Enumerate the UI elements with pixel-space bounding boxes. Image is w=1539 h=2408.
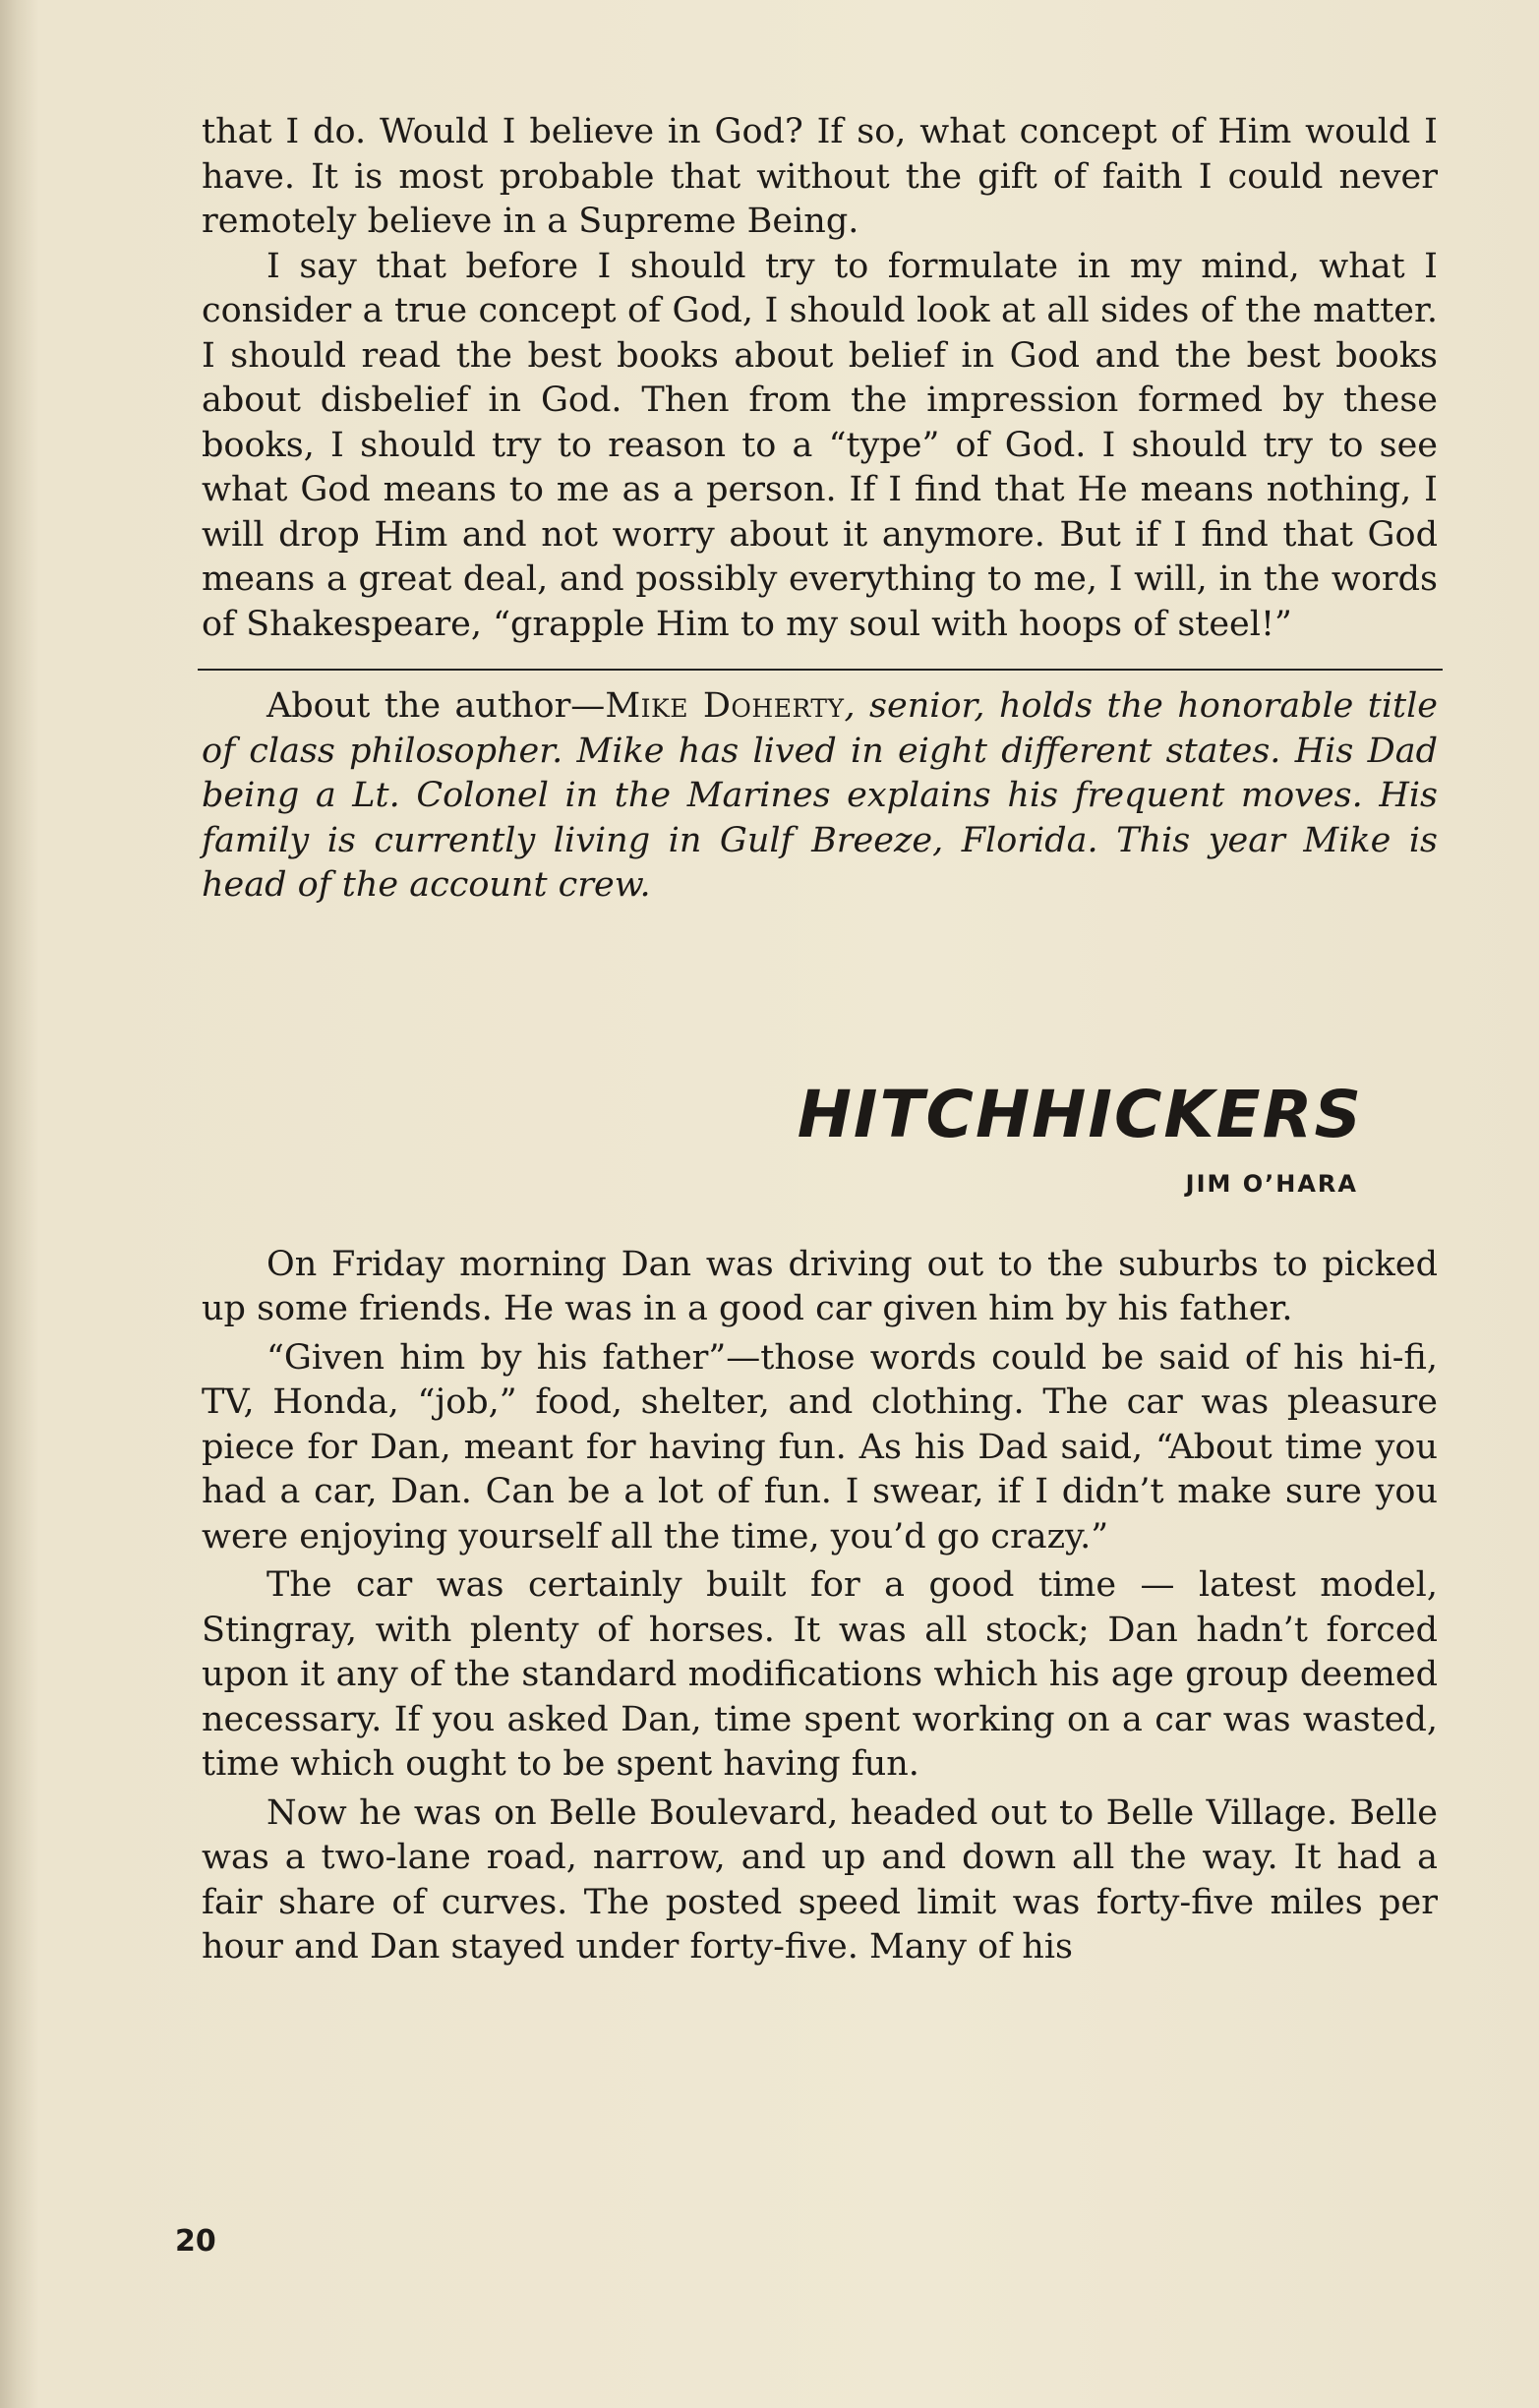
section-divider [198, 669, 1443, 671]
text-column [202, 110, 1438, 1970]
story-byline: JIM O’HARA [1185, 1169, 1358, 1198]
essay-paragraph: I say that before I should try to formulate in my mind, what I consider a true concept of God, I should look at all sides of the matter. I should read the best books about belief in God and the best books about disbelief in God. Then from the impression formed by these books, I should try to reason to a “type” of God. I should try to see what God means to me as a person. If I find that He means nothing, I will drop Him and not worry about it anymore. But if I find that God means a great deal, and possibly everything to me, I will, in the words of Shakespeare, “grapple Him to my soul with hoops of steel!” [202, 246, 1438, 644]
story-paragraph: Now he was on Belle Boulevard, headed out to Belle Village. Belle was a two-lane road, narrow, and up and down all the way. It had a fair share of curves. The posted speed limit was forty-five miles per hour and Dan stayed under forty-five. Many of his [202, 1792, 1438, 1967]
author-note-text: , senior, holds the honorable title of class philosopher. Mike has lived in eight different states. His Dad being a Lt. Colonel in the Marines explains his frequent moves. His family is currently living in Gulf Breeze, Florida. This year Mike is head of the account crew. [202, 686, 1439, 905]
essay-ending [202, 110, 1438, 647]
story-paragraph: The car was certainly built for a good time — latest model, Stingray, with plenty of horses. It was all stock; Dan hadn’t forced upon it any of the standard modifications which his age group deemed necessary. If you asked Dan, time spent working on a car was wasted, time which ought to be spent having fun. [202, 1565, 1438, 1784]
page-number: 20 [175, 2224, 216, 2259]
story-paragraph: On Friday morning Dan was driving out to the suburbs to picked up some friends. He was in a good car given him by his father. [202, 1244, 1438, 1328]
story-title: HITCHHICKERS [797, 1076, 1363, 1152]
story-paragraph: “Given him by his father”—those words could be said of his hi-fi, TV, Honda, “job,” food, shelter, and clothing. The car was pleasure piece for Dan, meant for having fun. As his Dad said, “About time you had a car, Dan. Can be a lot of fun. I swear, if I didn’t make sure you were enjoying yourself all the time, you’d go crazy.” [202, 1337, 1438, 1556]
author-name: Mike Doherty [605, 686, 845, 726]
author-note [202, 684, 1438, 909]
essay-paragraph: that I do. Would I believe in God? If so, what concept of Him would I have. It is most probable that without the gift of faith I could never remotely believe in a Supreme Being. [202, 112, 1438, 241]
story-body [202, 1243, 1438, 1970]
author-note-lead: About the author— [266, 686, 606, 726]
